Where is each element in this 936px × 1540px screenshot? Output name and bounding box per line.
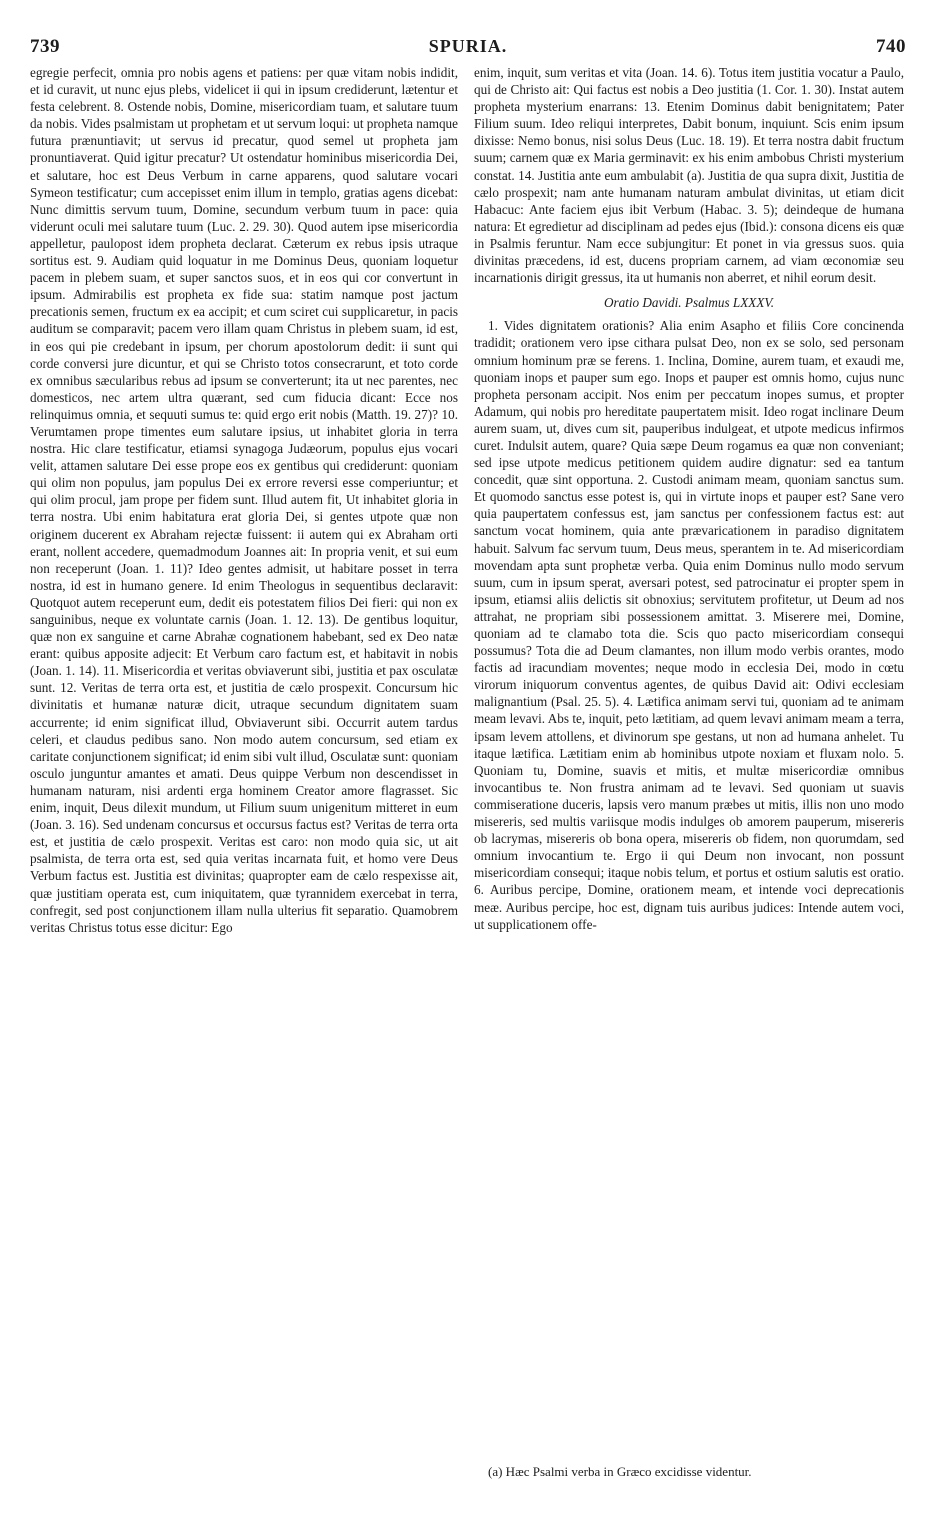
right-column-text-1: enim, inquit, sum veritas et vita (Joan. 14. 6). Totus item justitia vocatur a Paulo, qui de Christo ait: Qui factus est nobis a Deo justitia (1. Cor. 1. 30). Instat autem propheta mysterium enarrans: 13. Etenim Dominus dabit benignitatem; Pater Filium suum. Ideo reliqui interpretes, Dabit bonum, inquiunt. Scis enim ipsum dixisse: Nemo bonus, nisi solus Deus (Luc. 18. 19). Et terra nostra dabit fructum suum; carnem quæ ex Maria germinavit: ex his enim ambobus Christi mysterium constat. 14. Justitia ante eum ambulabit (a). Justitia de qua supra dixit, Justitia de cælo prospexit; nam ante humanam naturam ambulat divinitas, ut etiam dicit Habacuc: Ante faciem ejus ibit Verbum (Habac. 3. 5); deindeque de humana natura: Et egredietur ad disciplinam ad pedes ejus (Ibid.): consona dicens eis quæ in Psalmis feruntur. Nam ecce subjungitur: Et ponet in via gressus suos. quia divinitas præcedens, id est, ducens propriam carnem, ad viam œconomiæ seu incarnationis dirigit gressus, ita ut humanis non aberret, et nihil eorum desit. [474, 65, 904, 286]
left-column [30, 64, 458, 1484]
page-number-right: 740 [876, 36, 906, 57]
left-column-text: egregie perfecit, omnia pro nobis agens et patiens: per quæ vitam nobis indidit, et id curavit, ut nunc ejus plebs, videlicet ii qui in ipsum crediderunt, lætentur et festa celebrent. 8. Ostende nobis, Domine, misericordiam tuam, et salutare tuum da nobis. Vides psalmistam ut prophetam et ut servum loqui: ut propheta namque futura prænuntiavit; ut servus id precatur, quod semel ut propheta jam pronuntiaverat. Quid igitur precatur? Ut ostendatur hominibus misericordia Dei, et salutare, hoc est Deus Verbum in carne apparens, quod salutare vocari Symeon testificatur; cum accepisset enim illum in templo, gratias agens dicebat: Nunc dimittis servum tuum, Domine, secundum verbum tuum in pace: quia viderunt oculi mei salutare tuum (Luc. 2. 29. 30). Quod autem ipse misericordia appelletur, paulopost idem propheta declarat. Cæterum ex rebus ipsis utraque sortitus est. 9. Audiam quid loquatur in me Dominus Deus, quoniam loquetur pacem in plebem suam, et super sanctos suos, et in eos qui cor convertunt in ipsum. Admirabilis est propheta ex fide sua: statim namque post jactum precationis semen, fructum ex ea accipit; et cum sciret cui supplicaretur, in pacis auditum se comparavit; pacem vero illam quam Christus in plebem suam, id est, in eos qui pie credebant in ipsum, per chorum apostolorum dedit: ii sunt qui corde conversi jure dicuntur, et qui se Christo totos consecrarunt, et toto corde ex omnibus sæcularibus rebus ad ipsum se converterunt; ita ut nec parentes, nec domesticos, nec artem ultra quærant, sed cum fiducia dicant: Ecce nos relinquimus omnia, et sequuti sumus te: quid ergo erit nobis (Matth. 19. 27)? 10. Verumtamen prope timentes eum salutare ipsius, ut inhabitet gloria in terra nostra. Hic clare testificatur, etiamsi synagoga Judæorum, populus ejus vocari velit, attamen salutare Dei esse prope eos ex gentibus qui crediderunt: quoniam qui olim non populus, jam populus Dei ex errore reversi esse comperiuntur; et qui olim procul, jam prope per fidem sunt. Illud autem fit, Ut inhabitet gloria in terra nostra. Ubi enim habitatura erat gloria Dei, si gentes utpote quæ non originem ducerent ex Abraham rejectæ fuissent: ii autem qui ex Abraham orti erant, nollent accedere, quemadmodum Joannes ait: In propria venit, et sui eum non receperunt (Joan. 1. 11)? Ideo gentes admisit, ut habitare posset in terra nostra, id est in humano genere. Id enim Theologus in sequentibus declaravit: Quotquot autem receperunt eum, dedit eis potestatem filios Dei fieri: qui non ex sanguinibus, neque ex voluntate carnis (Joan. 1. 12. 13). De gentibus loquitur, quæ non ex sanguine et carne Abrahæ cognationem habebant, sed ex Deo natæ erant: quibus apposite adjecit: Et Verbum caro factum est, et habitavit in nobis (Joan. 1. 14). 11. Misericordia et veritas obviaverunt sibi, justitia et pax osculatæ sunt. 12. Veritas de terra orta est, et justitia de cælo prospexit. Concursum hic divinitatis et humanæ naturæ dicit, utraque secundum dignitatem suam accurrente; id enim significat illud, Obviaverunt sibi. Occurrit autem tardus celeri, et claudus pedibus sano. Non modo autem concursum, sed etiam ex caritate conjunctionem significat; id enim sibi vult illud, Osculatæ sunt: quoniam osculo junguntur amantes et amati. Deus quippe Verbum non descendisset in humanam naturam, nisi ardenti erga hominem Creator amore flagrasset. Sic enim, inquit, Deus dilexit mundum, ut Filium suum unigenitum mitteret in eum (Joan. 3. 16). Sed undenam concursus et occursus factus est? Veritas de terra orta est, et justitia de cælo prospexit. Veritas est caro: non modo quia sic, ut ait psalmista, de terra orta est, sed quia veritas incarnata fuit, et homo vere Deus Verbum factus est. Justitia est divinitas; quapropter eam de cælo respexisse ait, quæ justitiam operata est, cum iniquitatem, quæ tyrannidem exercebat in terra, confregit, sed post conjunctionem illam nulla ulterius fit separatio. Quamobrem veritas Christus totus esse dicitur: Ego [30, 65, 458, 935]
psalm-heading: Oratio Davidi. Psalmus LXXXV. [603, 295, 775, 311]
right-column [474, 64, 904, 1484]
running-title: SPURIA. [428, 36, 508, 56]
footnote: (a) Hæc Psalmi verba in Græco excidisse videntur. [488, 1464, 752, 1479]
right-column-text-2: 1. Vides dignitatem orationis? Alia enim Asapho et filiis Core concinenda tradidit; orationem vero ipse cithara pulsat Deo, non ex se solo, sed personam omnium hominum præ se ferens. 1. Inclina, Domine, aurem tuam, et exaudi me, quoniam inops et pauper sum ego. Inops et pauper est omnis homo, cujus nunc propheta personam accipit. Nos enim per peccatum inopes sumus, et propter Adamum, qui nobis pro hereditate paupertatem misit. Ideo rogat inclinare Deum aurem suam, ut, dives cum sit, pauperibus indulgeat, et utpote medicus infirmos curet. Indulsit autem, quare? Quia sæpe Deum rogamus ea quæ non conveniant; sed ipse utpote medicus petitionem quidem audire dignatur: sed ea tantum concedit, quæ sint opportuna. 2. Custodi animam meam, quoniam sanctus sum. Et quomodo sanctus esse potest is, qui in virtute inops et pauper est? Sane vero quia paupertatem confessus est, jam sanctus per confessionem factus est: aut sanctum vocat hominem, quia ante prævaricationem in paradiso dignitatem habuit. Salvum fac servum tuum, Deus meus, sperantem in te. Ad misericordiam movendam apta sunt prophetæ verba. Quia enim Dominus nullo modo servum suum, cum in ipsum sperat, aversari potest, sed patrocinatur ei propter spem in ipsum, etiamsi aliis delictis sit obnoxius; servitutem profitetur, ut Deum ad nos attrahat, ne propriam sibi possessionem amittat. 3. Miserere mei, Domine, quoniam ad te clamabo tota die. Scis quo pacto misericordiam consequi possumus? Tota die ad Deum clamantes, non illum modo verbis orantes, modo factis ad iracundiam moventes; neque modo in ecclesia Dei, modo in cœtu virorum iniquorum conventus agentes, de quibus David ait: Odivi ecclesiam malignantium (Psal. 25. 5). 4. Lætifica animam servi tui, quoniam ad te animam meam levavi. Abs te, inquit, peto lætitiam, ad quem levavi animam meam a terra, ipsam levem attollens, et divinorum spe gestans, ut non ad humana anhelet. Tu itaque lætifica. Lætitiam enim ab hominibus utpote noxiam et fluxam nolo. 5. Quoniam tu, Domine, suavis et mitis, et multæ misericordiæ omnibus invocantibus te. Non frustra animam ad te levavi. Sed quoniam ut suavis commiseratione duceris, lapsis vero manum præbes ut mitis, illis non uno modo misereris, sed multis variisque modis indulges ob amorem pauperum, misereris ob lacrymas, misereris ob bona opera, misereris ob fidem, non quorumdam, sed omnium invocantium te. Ergo ii qui Deum non invocant, non possunt misericordiam consequi; itaque nobis telum, et portus et ostium salutis est oratio. 6. Auribus percipe, Domine, orationem meam, et intende voci deprecationis meæ. Auribus percipe, hoc est, dignam tuis auribus judices: Intende autem voci, ut supplicationem offe- [474, 318, 904, 932]
page-number-left: 739 [30, 36, 60, 57]
